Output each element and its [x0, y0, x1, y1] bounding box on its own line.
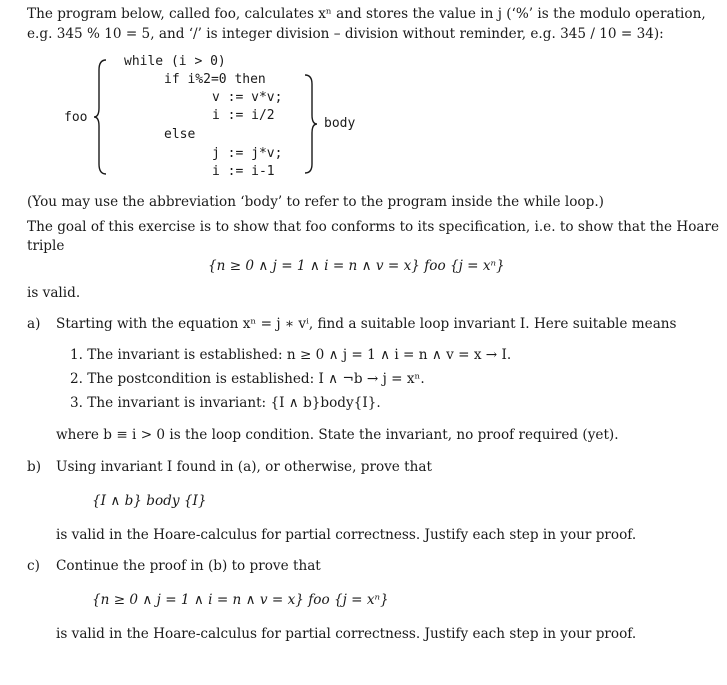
note-text: (You may use the abbreviation ‘body’ to refer to the program inside the while loop.) — [27, 194, 604, 210]
intro-line-2: e.g. 345 % 10 = 5, and ‘/’ is integer division – division without reminder, e.g. 345 / 10 = 34): — [27, 26, 664, 42]
program-line-i-half: i := i/2 — [212, 108, 275, 123]
program-line-if: if i%2=0 then — [164, 72, 266, 87]
part-b-after: is valid in the Hoare-calculus for partial correctness. Justify each step in your proof. — [56, 527, 637, 543]
part-a-where: where b ≡ i > 0 is the loop condition. State the invariant, no proof required (yet). — [56, 427, 619, 443]
program-line-v-assign: v := v*v; — [212, 90, 283, 105]
part-a-item-2: 2. The postcondition is established: I ∧ ¬b → j = xⁿ. — [70, 371, 425, 387]
program-line-j-assign: j := j*v; — [212, 146, 283, 161]
program-label-foo: foo — [64, 110, 88, 125]
part-a-item-3: 3. The invariant is invariant: {I ∧ b}body{I}. — [70, 395, 381, 411]
goal-line-1: The goal of this exercise is to show that foo conforms to its specification, i.e. to show that the Hoare — [27, 219, 720, 235]
part-b-text: Using invariant I found in (a), or otherwise, prove that — [56, 459, 432, 475]
part-a-item-1: 1. The invariant is established: n ≥ 0 ∧ j = 1 ∧ i = n ∧ v = x → I. — [70, 347, 512, 363]
part-b-formula: {I ∧ b} body {I} — [92, 493, 207, 509]
goal-line-2: triple — [27, 238, 65, 254]
program-line-i-dec: i := i-1 — [212, 164, 275, 179]
left-brace-icon — [93, 58, 109, 176]
part-c-formula: {n ≥ 0 ∧ j = 1 ∧ i = n ∧ v = x} foo {j = xⁿ} — [92, 592, 389, 608]
right-brace-icon — [302, 73, 318, 175]
program-line-while: while (i > 0) — [124, 54, 226, 69]
part-a-label: a) — [27, 316, 41, 332]
part-c-text: Continue the proof in (b) to prove that — [56, 558, 321, 574]
part-a-text: Starting with the equation xⁿ = j ∗ vⁱ, find a suitable loop invariant I. Here suitable means — [56, 316, 677, 332]
program-label-body: body — [324, 116, 356, 131]
goal-valid: is valid. — [27, 285, 81, 301]
program-line-else: else — [164, 127, 196, 142]
part-c-label: c) — [27, 558, 40, 574]
intro-line-1: The program below, called foo, calculates xⁿ and stores the value in j (‘%’ is the modulo operation, — [27, 6, 706, 22]
goal-hoare-triple: {n ≥ 0 ∧ j = 1 ∧ i = n ∧ v = x} foo {j = xⁿ} — [208, 258, 505, 274]
part-b-label: b) — [27, 459, 42, 475]
part-c-after: is valid in the Hoare-calculus for partial correctness. Justify each step in your proof. — [56, 626, 637, 642]
